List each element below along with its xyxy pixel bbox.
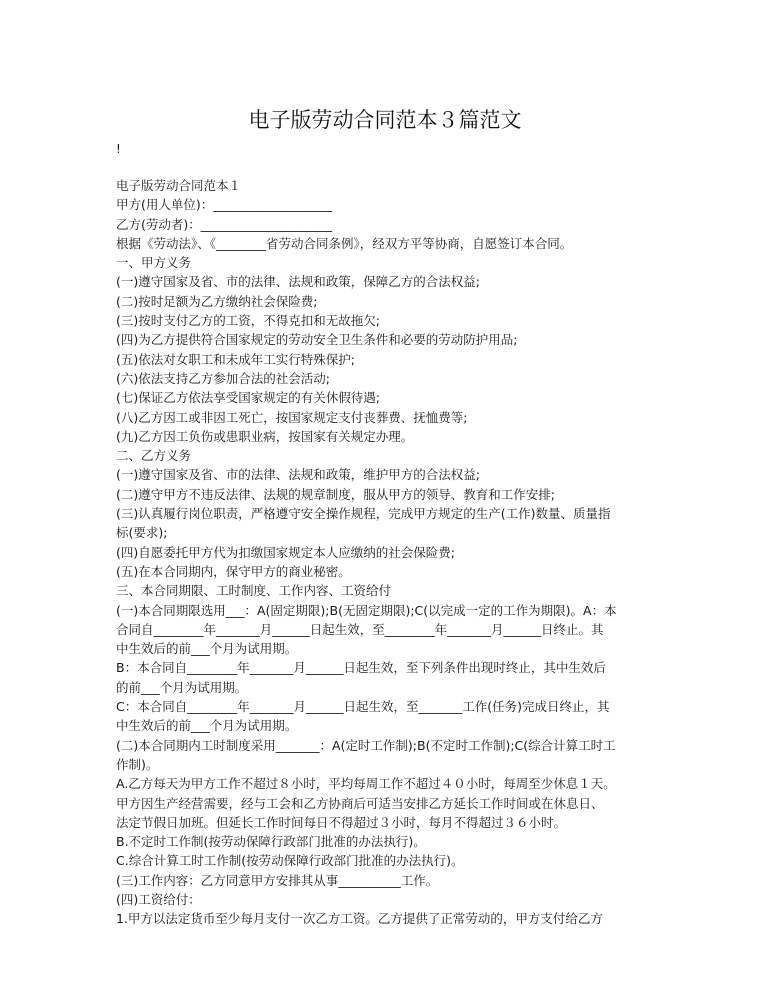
body-line: C：本合同自________年_______月______日起生效，至_______工作(任务)完成日终止，其: [116, 699, 610, 715]
body-line: 一、甲方义务: [116, 255, 192, 271]
body-line: (一)遵守国家及省、市的法律、法规和政策，维护甲方的合法权益;: [116, 467, 480, 483]
body-line: (三)认真履行岗位职责，严格遵守安全操作规程，完成甲方规定的生产(工作)数量、质量指: [116, 506, 611, 522]
body-line: (九)乙方因工负伤或患职业病，按国家有关规定办理。: [116, 428, 414, 444]
body-line: (二)本合同期内工时制度采用_______：A(定时工作制);B(不定时工作制);C(综合计算工时工: [116, 737, 616, 753]
body-line: (八)乙方因工或非因工死亡，按国家规定支付丧葬费、抚恤费等;: [116, 409, 468, 425]
body-line: 三、本合同期限、工时制度、工作内容、工资给付: [116, 583, 392, 599]
body-line: 电子版劳动合同范本１: [116, 178, 242, 193]
body-line: (一)遵守国家及省、市的法律、法规和政策，保障乙方的合法权益;: [116, 274, 480, 290]
body-line: 法定节假日加班。但延长工作时间每日不得超过３小时，每月不得超过３６小时。: [116, 814, 567, 830]
document-body: [116, 176, 656, 929]
body-line: (六)依法支持乙方参加合法的社会活动;: [116, 370, 330, 386]
body-line: 甲方因生产经营需要，经与工会和乙方协商后可适当安排乙方延长工作时间或在休息日、: [116, 795, 604, 811]
body-line: 合同自________年_______月______日起生效，至________年_______月______日终止。其: [116, 621, 604, 637]
body-line: B：本合同自________年_______月______日起生效，至下列条件出现时终止，其中生效后: [116, 660, 606, 676]
body-line: (三)工作内容：乙方同意甲方安排其从事__________工作。: [116, 872, 439, 888]
body-line: (三)按时支付乙方的工资，不得克扣和无故拖欠;: [116, 313, 380, 329]
stray-mark: !: [116, 142, 121, 156]
body-line: (四)工资给付：: [116, 891, 201, 907]
body-line: 乙方(劳动者)：_____________________: [116, 216, 333, 232]
body-line: 中生效后的前___个月为试用期。: [116, 718, 298, 734]
body-line: (五)依法对女职工和未成年工实行特殊保护;: [116, 351, 355, 367]
body-line: 甲方(用人单位)：___________________: [116, 197, 333, 213]
body-line: (一)本合同期限选用___：A(固定期限);B(无固定期限);C(以完成一定的工作为期限)。A：本: [116, 602, 617, 618]
body-line: A.乙方每天为甲方工作不超过８小时，平均每周工作不超过４０小时，每周至少休息１天。: [116, 776, 616, 792]
body-line: 标(要求);: [116, 525, 168, 541]
body-line: 的前___个月为试用期。: [116, 679, 248, 695]
body-line: B.不定时工作制(按劳动保障行政部门批准的办法执行)。: [116, 834, 426, 850]
body-line: 二、乙方义务: [116, 448, 192, 464]
body-line: (二)按时足额为乙方缴纳社会保险费;: [116, 293, 318, 309]
body-line: (四)为乙方提供符合国家规定的劳动安全卫生条件和必要的劳动防护用品;: [116, 332, 518, 348]
body-line: C.综合计算工时工作制(按劳动保障行政部门批准的办法执行)。: [116, 853, 464, 869]
body-line: (四)自愿委托甲方代为扣缴国家规定本人应缴纳的社会保险费;: [116, 544, 455, 560]
body-line: (七)保证乙方依法享受国家规定的有关休假待遇;: [116, 390, 380, 406]
body-line: (二)遵守甲方不违反法律、法规的规章制度，服从甲方的领导、教育和工作安排;: [116, 486, 555, 502]
body-line: 1.甲方以法定货币至少每月支付一次乙方工资。乙方提供了正常劳动的，甲方支付给乙方: [116, 911, 603, 927]
body-line: 作制)。: [116, 756, 159, 772]
document-title: 电子版劳动合同范本３篇范文: [248, 108, 522, 132]
body-line: 根据《劳动法》、《________省劳动合同条例》，经双方平等协商，自愿签订本合同。: [116, 235, 573, 251]
body-line: 中生效后的前___个月为试用期。: [116, 641, 298, 657]
body-line: (五)在本合同期内，保守甲方的商业秘密。: [116, 563, 351, 579]
